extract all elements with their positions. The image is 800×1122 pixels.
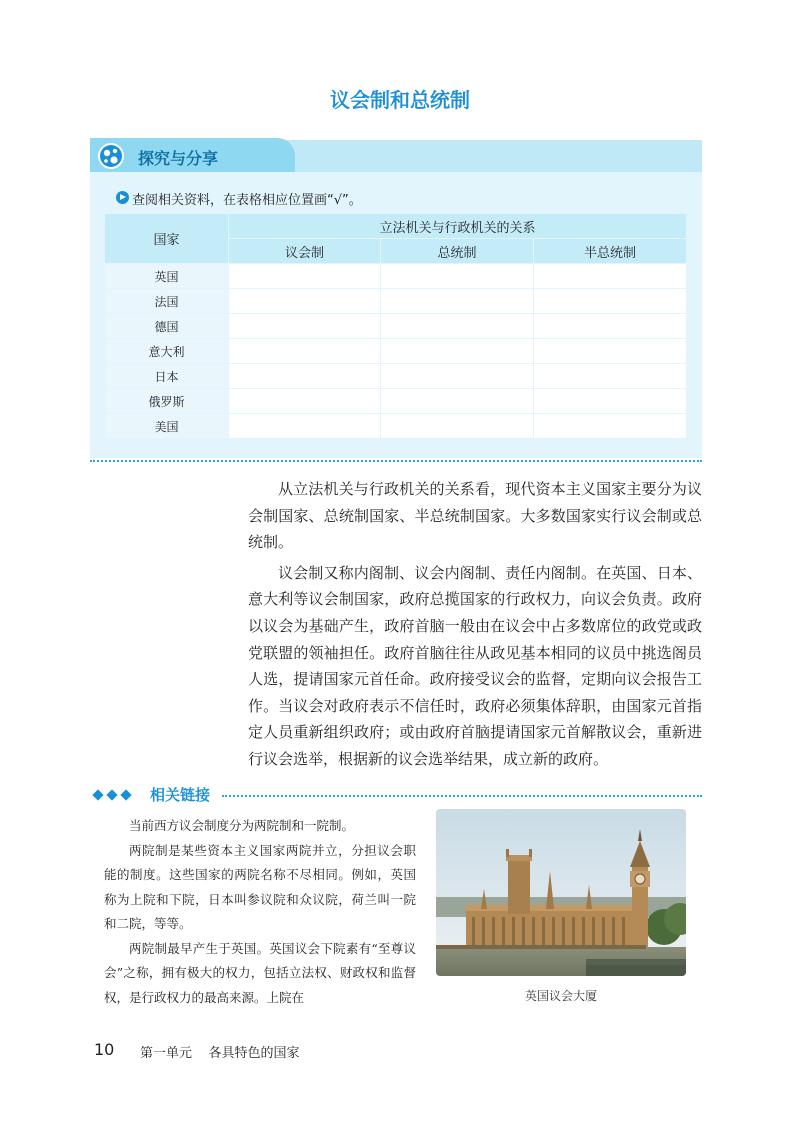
body-paragraph: 议会制又称内阁制、议会内阁制、责任内阁制。在英国、日本、意大利等议会制国家，政府总揽国家的行政权力，向议会负责。政府以议会为基础产生，政府首脑一般由在议会中占多数席位的政党或政党联盟的领袖担任。政府首脑往往从政见基本相同的议员中挑选阁员人选，提请国家元首任命。政府接受议会的监督，定期向议会报告工作。当议会对政府表示不信任时，政府必须集体辞职，由国家元首指定人员重新组织政府；或由政府首脑提请国家元首解散议会，重新进行议会选举，根据新的议会选举结果，成立新的政府。 [248, 563, 702, 768]
table-row [105, 314, 687, 339]
photo-caption: 英国议会大厦 [524, 989, 597, 1003]
answer-cell[interactable] [381, 389, 534, 414]
country-column-header: 国家 [105, 214, 229, 264]
country-cell: 德国 [105, 314, 229, 339]
answer-cell[interactable] [229, 339, 381, 364]
answer-cell[interactable] [534, 414, 687, 439]
column-header: 总统制 [381, 239, 534, 264]
answer-cell[interactable] [534, 289, 687, 314]
related-link-label: 相关链接 [150, 786, 211, 804]
diamond-icon [92, 789, 103, 800]
table-row [105, 289, 687, 314]
answer-cell[interactable] [534, 389, 687, 414]
related-link-heading [94, 784, 211, 804]
country-cell: 法国 [105, 289, 229, 314]
answer-cell[interactable] [381, 289, 534, 314]
answer-cell[interactable] [381, 264, 534, 289]
answer-cell[interactable] [229, 264, 381, 289]
answer-cell[interactable] [229, 414, 381, 439]
answer-cell[interactable] [534, 264, 687, 289]
country-cell: 英国 [105, 264, 229, 289]
diamond-icon [120, 789, 131, 800]
answer-cell[interactable] [381, 364, 534, 389]
country-cell: 意大利 [105, 339, 229, 364]
explore-tab-label: 探究与分享 [138, 149, 219, 168]
play-bullet-icon [116, 191, 129, 204]
country-cell: 俄罗斯 [105, 389, 229, 414]
comparison-table [104, 213, 687, 439]
answer-cell[interactable] [534, 364, 687, 389]
explore-instruction: 查阅相关资料，在表格相应位置画“√”。 [132, 193, 362, 208]
diamond-icon [106, 789, 117, 800]
column-header: 议会制 [229, 239, 381, 264]
answer-cell[interactable] [229, 289, 381, 314]
answer-cell[interactable] [534, 339, 687, 364]
footer-unit-title: 第一单元 各具特色的国家 [140, 1046, 300, 1061]
answer-cell[interactable] [381, 414, 534, 439]
main-body [248, 476, 702, 773]
answer-cell[interactable] [229, 314, 381, 339]
relation-group-header: 立法机关与行政机关的关系 [229, 214, 687, 239]
body-paragraph: 从立法机关与行政机关的关系看，现代资本主义国家主要分为议会制国家、总统制国家、半总统制国家。大多数国家实行议会制或总统制。 [248, 480, 702, 552]
related-link-text [104, 814, 416, 1010]
table-row [105, 264, 687, 289]
related-paragraph: 两院制最早产生于英国。英国议会下院素有“至尊议会”之称，拥有极大的权力，包括立法权、财政权和监督权，是行政权力的最高来源。上院在 [104, 940, 416, 1005]
table-row [105, 364, 687, 389]
table-row [105, 389, 687, 414]
related-link-divider [222, 795, 702, 797]
section-divider [90, 460, 702, 462]
parliament-photo [436, 809, 686, 976]
answer-cell[interactable] [229, 364, 381, 389]
table-row [105, 339, 687, 364]
country-cell: 日本 [105, 364, 229, 389]
country-cell: 美国 [105, 414, 229, 439]
section-title: 议会制和总统制 [330, 88, 470, 112]
related-paragraph: 当前西方议会制度分为两院制和一院制。 [129, 818, 355, 833]
answer-cell[interactable] [534, 314, 687, 339]
answer-cell[interactable] [381, 314, 534, 339]
answer-cell[interactable] [229, 389, 381, 414]
table-row [105, 414, 687, 439]
column-header: 半总统制 [534, 239, 687, 264]
answer-cell[interactable] [381, 339, 534, 364]
page-number: 10 [94, 1040, 115, 1059]
related-paragraph: 两院制是某些资本主义国家两院并立，分担议会职能的制度。这些国家的两院名称不尽相同。例如，英国称为上院和下院，日本叫参议院和众议院，荷兰叫一院和二院，等等。 [104, 842, 416, 931]
explore-globe-icon [96, 141, 126, 171]
